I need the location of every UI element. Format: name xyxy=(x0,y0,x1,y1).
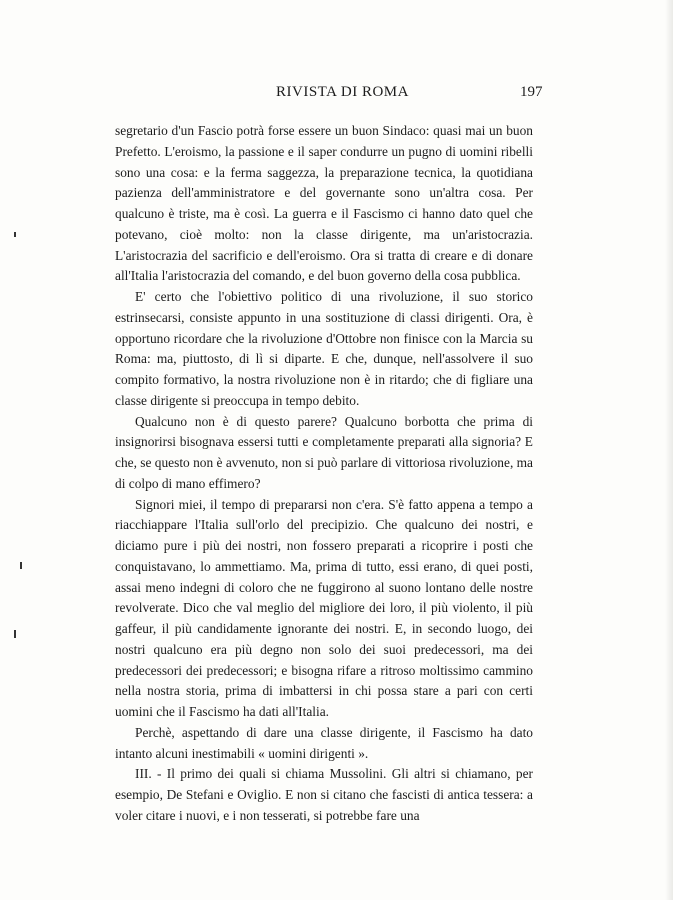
page-edge-shadow xyxy=(665,0,673,900)
paragraph-2: E' certo che l'obiettivo politico di una rivoluzione, il suo storico estrinsecarsi, consiste appunto in una sostituzione di classi dirigenti. Ora, è opportuno ricordare che la rivoluzione d'Ottobre non finisce con la Marcia su Roma: ma, piuttosto, di lì si diparte. E che, dunque, nell'assolvere il suo compito formativo, la nostra rivoluzione non è in ritardo; che di figliare una classe dirigente si preoccupa in tempo debito. xyxy=(115,289,533,408)
journal-title: RIVISTA DI ROMA xyxy=(276,84,409,100)
margin-mark xyxy=(14,630,16,638)
paragraph-1: segretario d'un Fascio potrà forse essere un buon Sindaco: quasi mai un buon Prefetto. L'eroismo, la passione e il saper condurre un pugno di uomini ribelli sono una cosa: e la ferma saggezza, la preparazione tecnica, la quotidiana pazienza dell'amministratore e del governante sono un'altra cosa. Per qualcuno è triste, ma è così. La guerra e il Fascismo ci hanno dato quel che potevano, cioè molto: non la classe dirigente, ma un'aristocrazia. L'aristocrazia del sacrificio e dell'eroismo. Ora si tratta di creare e di donare all'Italia l'aristocrazia del comando, e del buon governo della cosa pubblica. xyxy=(115,123,533,284)
body-text xyxy=(115,121,533,827)
paragraph-4: Signori miei, il tempo di prepararsi non c'era. S'è fatto appena a tempo a riacchiappare l'Italia sull'orlo del precipizio. Che qualcuno dei nostri, e diciamo pure i più dei nostri, non fossero preparati a ricoprire i posti che conquistavano, lo ammettiamo. Ma, prima di tutto, essi erano, di quei posti, assai meno indegni di coloro che ne fuggirono al suono lontano delle nostre revolverate. Dico che val meglio del migliore dei loro, il più violento, il più gaffeur, il più candidamente ignorante dei nostri. E, in secondo luogo, dei nostri qualcuno era più degno non solo dei suoi predecessori, ma dei predecessori dei predecessori; e bisogna rifare a ritroso moltissimo cammino nella nostra storia, prima di imbattersi in chi possa stare a pari con certi uomini che il Fascismo ha dati all'Italia. xyxy=(115,496,533,719)
margin-mark xyxy=(20,562,22,569)
page-number: 197 xyxy=(520,84,543,100)
paragraph-3: Qualcuno non è di questo parere? Qualcuno borbotta che prima di insignorirsi bisognava essersi tutti e completamente preparati alla signoria? E che, se questo non è avvenuto, non si può parlare di vittoriosa rivoluzione, ma di colpo di mano effimero? xyxy=(115,413,533,491)
paragraph-5: Perchè, aspettando di dare una classe dirigente, il Fascismo ha dato intanto alcuni inestimabili « uomini dirigenti ». xyxy=(115,724,533,761)
running-head xyxy=(0,84,673,106)
margin-mark xyxy=(14,232,16,237)
paragraph-6: III. - Il primo dei quali si chiama Mussolini. Gli altri si chiamano, per esempio, De Stefani e Oviglio. E non si citano che fascisti di antica tessera: a voler citare i nuovi, e i non tesserati, si potrebbe fare una xyxy=(115,766,533,823)
